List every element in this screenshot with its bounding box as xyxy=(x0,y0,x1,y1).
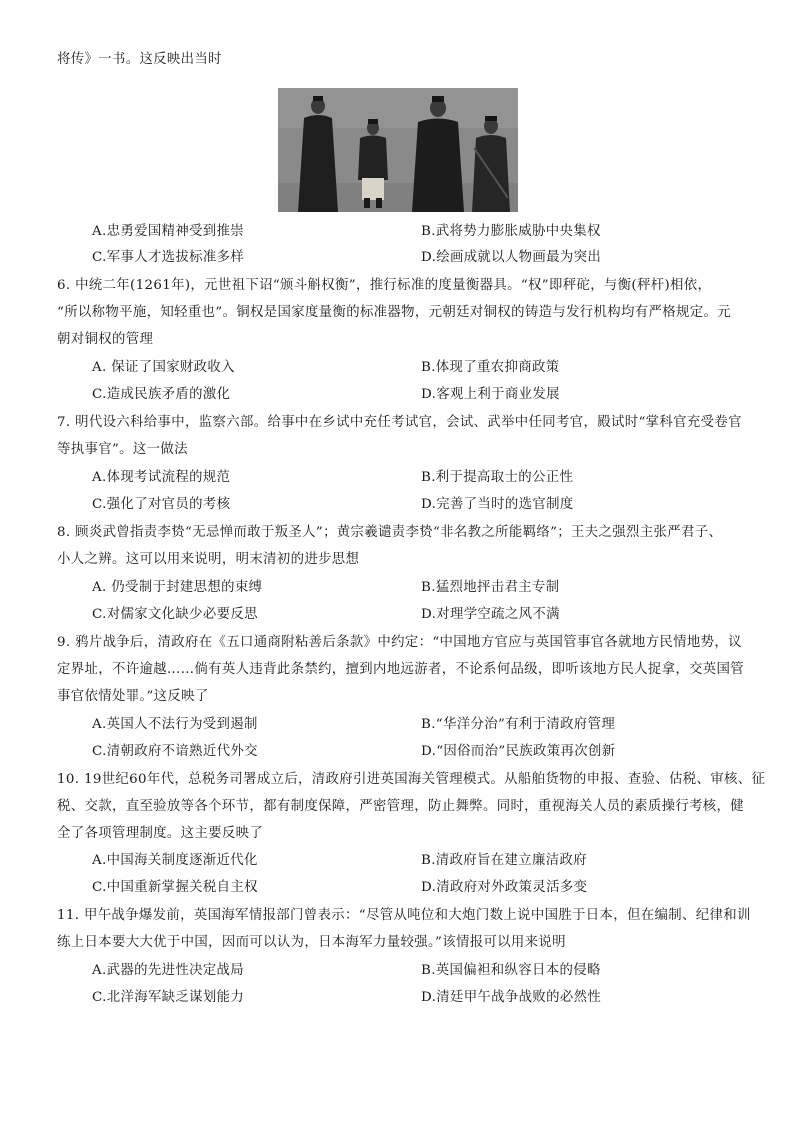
q11-option-a: A.武器的先进性决定战局 xyxy=(92,963,245,978)
q8-stem-line-1: 8. 顾炎武曾指责李贽“无忌惮而敢于叛圣人”；黄宗羲谴责李贽“非名教之所能羁络”；王夫之强烈主张严君子、 xyxy=(57,525,723,540)
q8-stem-line-2: 小人之辨。这可以用来说明，明末清初的进步思想 xyxy=(57,552,360,567)
q8-option-b: B.猛烈地抨击君主专制 xyxy=(421,580,560,595)
q6-stem-line-1: 6. 中统二年(1261年)，元世祖下诏“颁斗斛权衡”，推行标准的度量衡器具。“权”即秤砣，与衡(秤杆)相依， xyxy=(57,278,712,293)
q6-option-c: C.造成民族矛盾的激化 xyxy=(92,387,231,402)
q9-option-c: C.清朝政府不谙熟近代外交 xyxy=(92,744,258,759)
q7-option-a: A.体现考试流程的规范 xyxy=(92,470,231,485)
q7-stem-line-1: 7. 明代设六科给事中，监察六部。给事中在乡试中充任考试官，会试、武举中任同考官，殿试时“掌科官充受卷官 xyxy=(57,415,742,430)
q10-option-d: D.清政府对外政策灵活多变 xyxy=(421,880,588,895)
q8-option-d: D.对理学空疏之风不满 xyxy=(421,607,560,622)
q7-option-d: D.完善了当时的选官制度 xyxy=(421,497,574,512)
q8-option-c: C.对儒家文化缺少必要反思 xyxy=(92,607,258,622)
q10-stem-line-2: 税、交款，直至验放等各个环节，都有制度保障，严密管理，防止舞弊。同时，重视海关人员的素质操行考核，健 xyxy=(57,799,745,814)
q6-option-b: B.体现了重农抑商政策 xyxy=(421,360,560,375)
q6-option-d: D.客观上利于商业发展 xyxy=(421,387,560,402)
q5-option-a: A.忠勇爱国精神受到推崇 xyxy=(92,224,245,239)
intro-line: 将传》一书。这反映出当时 xyxy=(57,52,222,67)
q9-stem-line-3: 事官依情处罪。”这反映了 xyxy=(57,689,209,704)
q11-option-b: B.英国偏袒和纵容日本的侵略 xyxy=(421,963,601,978)
q7-stem-line-2: 等执事官”。这一做法 xyxy=(57,442,188,457)
q11-option-c: C.北洋海军缺乏谋划能力 xyxy=(92,990,245,1005)
q11-stem-line-1: 11. 甲午战争爆发前，英国海军情报部门曾表示：“尽管从吨位和大炮门数上说中国胜于日本，但在编制、纪律和训 xyxy=(57,908,751,923)
q9-option-b: B.“华洋分治”有利于清政府管理 xyxy=(421,717,616,732)
painting-figure xyxy=(278,88,518,212)
q6-stem-line-3: 朝对铜权的管理 xyxy=(57,332,154,347)
q8-option-a: A. 仍受制于封建思想的束缚 xyxy=(92,580,263,595)
q10-stem-line-3: 全了各项管理制度。这主要反映了 xyxy=(57,826,264,841)
q10-option-a: A.中国海关制度逐渐近代化 xyxy=(92,853,258,868)
q9-option-d: D.“因俗而治”民族政策再次创新 xyxy=(421,744,616,759)
q5-option-c: C.军事人才选拔标准多样 xyxy=(92,250,245,265)
q11-option-d: D.清廷甲午战争战败的必然性 xyxy=(421,990,602,1005)
q5-option-d: D.绘画成就以人物画最为突出 xyxy=(421,250,602,265)
q11-stem-line-2: 练上日本要大大优于中国，因而可以认为，日本海军力量较强。”该情报可以用来说明 xyxy=(57,935,566,950)
q9-option-a: A.英国人不法行为受到遏制 xyxy=(92,717,258,732)
q5-option-b: B.武将势力膨胀威胁中央集权 xyxy=(421,224,601,239)
painting-image xyxy=(278,88,518,212)
q10-stem-line-1: 10. 19世纪60年代，总税务司署成立后，清政府引进英国海关管理模式。从船舶货物的申报、查验、估税、审核、征 xyxy=(57,772,766,787)
q6-stem-line-2: “所以称物平施，知轻重也”。铜权是国家度量衡的标准器物，元朝廷对铜权的铸造与发行机构均有严格规定。元 xyxy=(57,305,731,320)
q7-option-b: B.利于提高取士的公正性 xyxy=(421,470,574,485)
q9-stem-line-1: 9. 鸦片战争后，清政府在《五口通商附粘善后条款》中约定：“中国地方官应与英国管事官各就地方民情地势，议 xyxy=(57,635,742,650)
q9-stem-line-2: 定界址，不许逾越……倘有英人违背此条禁约，擅到内地远游者，不论系何品级，即听该地方民人捉拿，交英国管 xyxy=(57,662,745,677)
q10-option-c: C.中国重新掌握关税自主权 xyxy=(92,880,258,895)
q6-option-a: A. 保证了国家财政收入 xyxy=(92,360,235,375)
q7-option-c: C.强化了对官员的考核 xyxy=(92,497,231,512)
q10-option-b: B.清政府旨在建立廉洁政府 xyxy=(421,853,587,868)
